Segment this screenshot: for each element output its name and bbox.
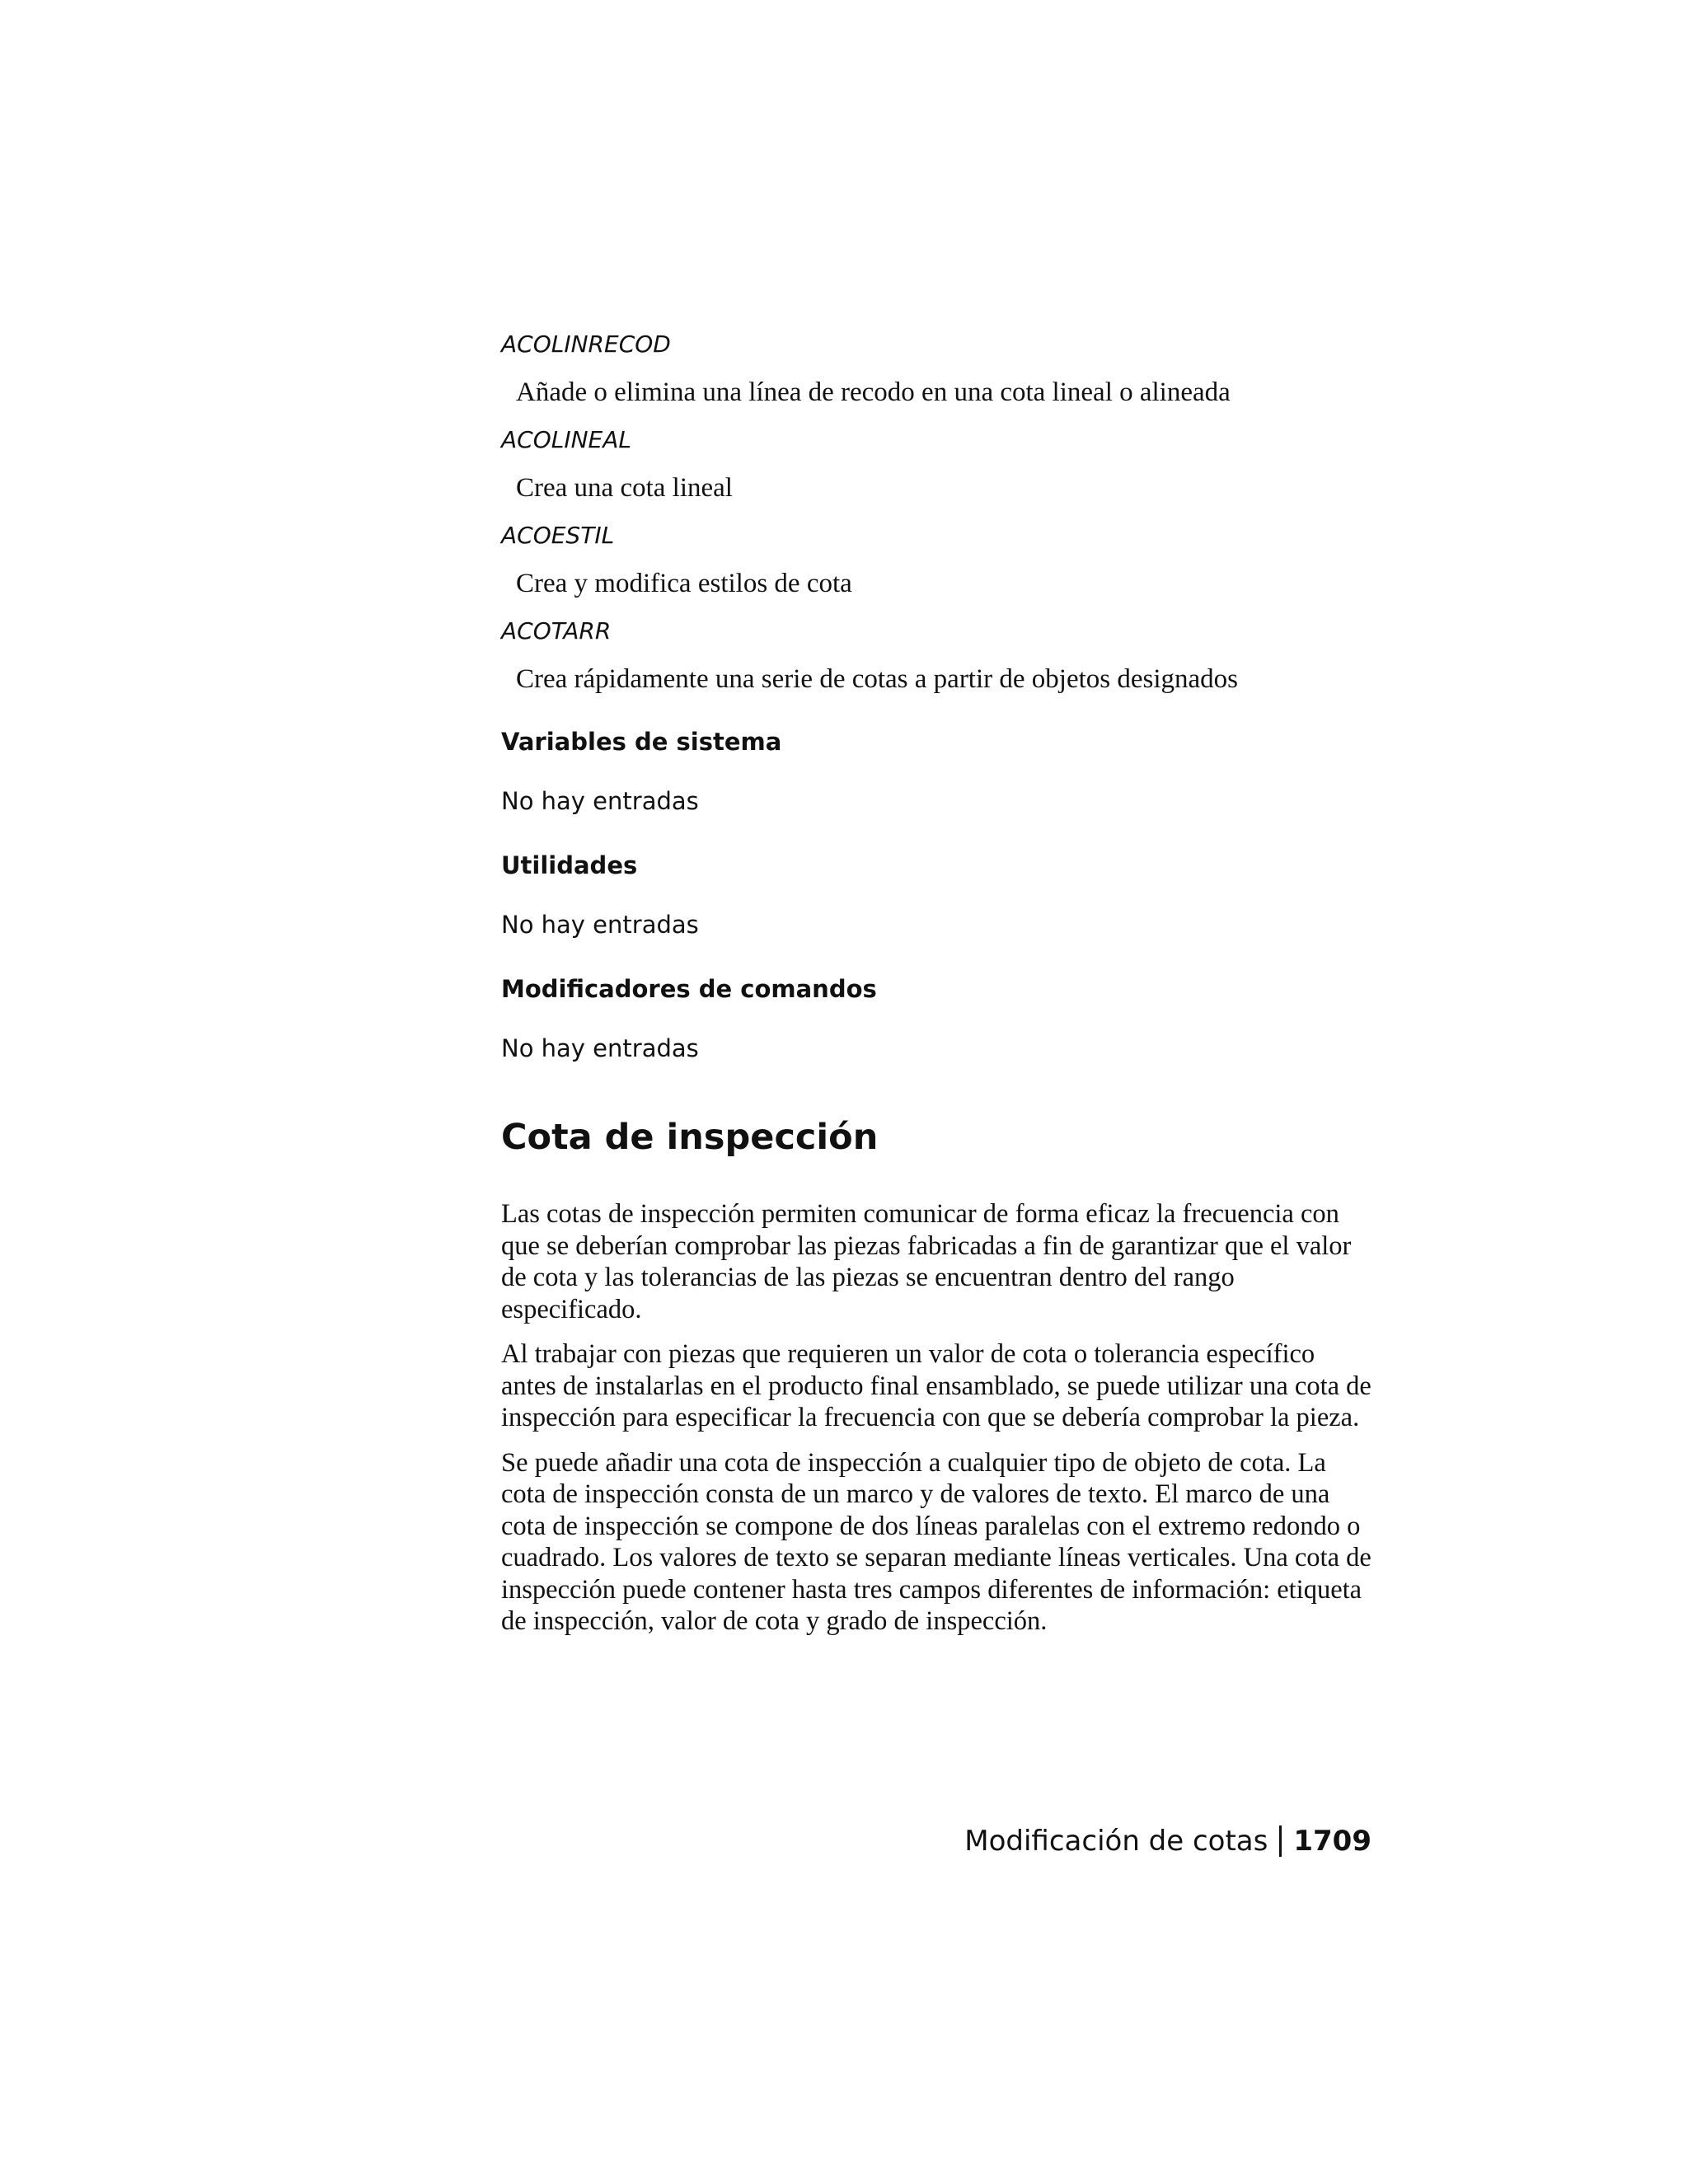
page-content [501,328,1375,1638]
footer-chapter-title: Modificación de cotas [964,1825,1268,1858]
section-heading: Modificadores de comandos [501,975,877,1003]
paragraph: Al trabajar con piezas que requieren un valor de cota o tolerancia específico antes de instalarlas en el producto final ensamblado, se puede utilizar una cota de inspección para especificar la frecuencia con que se debería comprobar la pieza. [501,1339,1372,1432]
page-number: 1709 [1293,1825,1372,1858]
command-description: Añade o elimina una línea de recodo en una cota lineal o alineada [516,377,1231,407]
section-body: No hay entradas [501,787,699,815]
command-description: Crea una cota lineal [516,473,733,503]
section-body: No hay entradas [501,1034,699,1062]
main-heading: Cota de inspección [501,1117,879,1158]
section-utilities [501,849,1375,941]
command-name: ACOTARR [501,617,612,644]
command-name: ACOESTIL [501,522,615,549]
command-name: ACOLINEAL [501,426,631,453]
footer-separator [1279,1825,1282,1857]
section-command-modifiers [501,972,1375,1065]
section-heading: Variables de sistema [501,728,782,756]
paragraph: Las cotas de inspección permiten comunicar de forma eficaz la frecuencia con que se deberían comprobar las piezas fabricadas a fin de garantizar que el valor de cota y las tolerancias de las piezas se encuentran dentro del rango especificado. [501,1199,1352,1324]
command-description: Crea y modifica estilos de cota [516,569,852,598]
command-name: ACOLINRECOD [501,330,671,358]
page-footer [964,1823,1372,1859]
section-heading: Utilidades [501,851,638,879]
body-text [501,1198,1375,1638]
command-description: Crea rápidamente una serie de cotas a partir de objetos designados [516,664,1238,694]
section-body: No hay entradas [501,911,699,939]
paragraph: Se puede añadir una cota de inspección a cualquier tipo de objeto de cota. La cota de inspección consta de un marco y de valores de texto. El marco de una cota de inspección se compone de dos líneas paralelas con el extremo redondo o cuadrado. Los valores de texto se separan mediante líneas verticales. Una cota de inspección puede contener hasta tres campos diferentes de información: etiqueta de inspección, valor de cota y grado de inspección. [501,1447,1372,1636]
section-system-variables [501,725,1375,818]
command-list [501,328,1375,696]
